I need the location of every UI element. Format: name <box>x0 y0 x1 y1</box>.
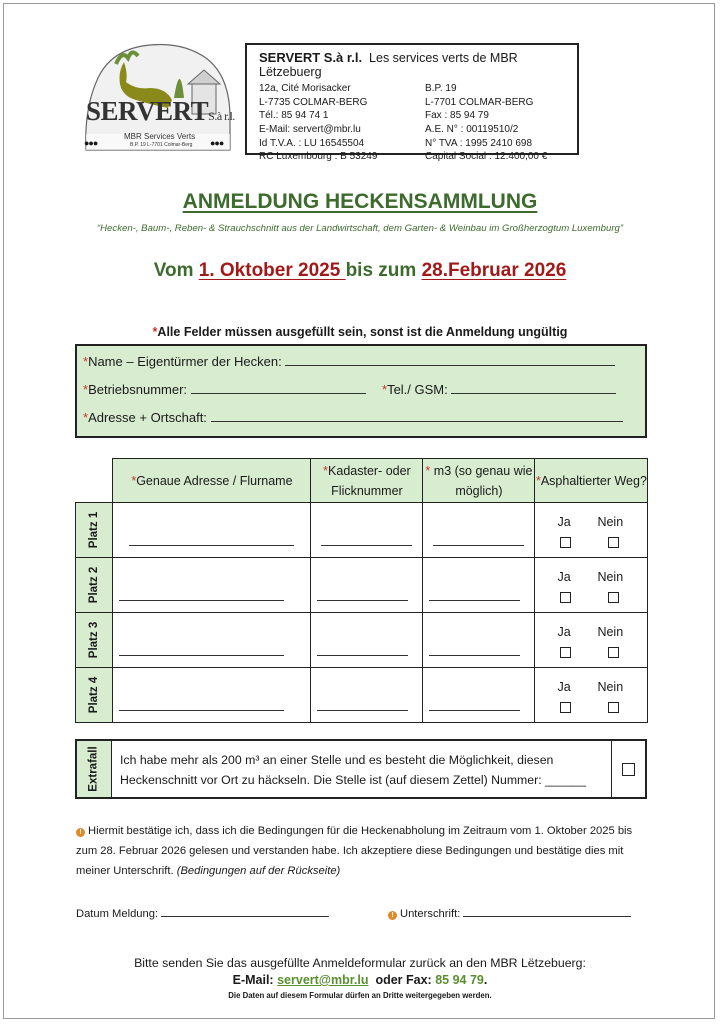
col-header-asphalt: *Asphaltierter Weg? <box>535 459 648 503</box>
footer-contact: E-Mail: servert@mbr.lu oder Fax: 85 94 79. <box>232 973 488 987</box>
kadaster-cell[interactable] <box>311 503 423 558</box>
extra-case-box <box>75 739 647 799</box>
ja-checkbox[interactable] <box>560 647 571 658</box>
nein-checkbox[interactable] <box>608 702 619 713</box>
plot-label: Platz 1 <box>88 511 101 549</box>
address-cell[interactable] <box>113 558 311 613</box>
company-left-column: 12a, Cité Morisacker L-7735 COLMAR-BERG Tél.: 85 94 74 1 E-Mail: servert@mbr.lu Id T.V.A. : LU 16545504 RC Luxembourg : B 53249 <box>259 83 378 163</box>
table-row: Platz 2 Ja Nein <box>76 558 648 613</box>
form-subtitle: “Hecken-, Baum-, Reben- & Strauchschnitt aus der Landwirtschaft, dem Garten- & Weinbau im Großherzogtum Luxemburg” <box>96 223 624 234</box>
plot-label: Platz 3 <box>88 621 101 659</box>
col-header-volume: * m3 (so genau wie möglich) <box>423 459 535 503</box>
nein-checkbox[interactable] <box>608 647 619 658</box>
logo-tagline: MBR Services Verts <box>124 132 196 141</box>
signature-field[interactable]: ! Unterschrift: <box>388 908 631 920</box>
company-info-box <box>245 43 579 163</box>
company-heading: SERVERT S.à r.l. Les services verts de MBR Lëtzebuerg <box>259 50 518 79</box>
kadaster-cell[interactable] <box>311 613 423 668</box>
volume-cell[interactable] <box>423 503 535 558</box>
ja-checkbox[interactable] <box>560 702 571 713</box>
address-cell[interactable] <box>113 503 311 558</box>
owner-info-box <box>75 344 647 438</box>
col-header-kadaster: *Kadaster- oder Flicknummer <box>311 459 423 503</box>
logo-dots-right: ●●● <box>210 138 224 148</box>
kadaster-cell[interactable] <box>311 558 423 613</box>
extra-case-checkbox[interactable] <box>622 763 635 776</box>
nein-checkbox[interactable] <box>608 537 619 548</box>
volume-cell[interactable] <box>423 613 535 668</box>
required-notice: *Alle Felder müssen ausgefüllt sein, sonst ist die Anmeldung ungültig <box>152 325 568 339</box>
plot-label: Platz 4 <box>88 676 101 714</box>
address-cell[interactable] <box>113 668 311 723</box>
betrieb-number-field[interactable]: *Betriebsnummer: <box>83 382 366 397</box>
table-row: Platz 4 Ja Nein <box>76 668 648 723</box>
table-row: Platz 3 Ja Nein <box>76 613 648 668</box>
fax-number: 85 94 79 <box>435 973 484 987</box>
kadaster-cell[interactable] <box>311 668 423 723</box>
plot-label: Platz 2 <box>88 566 101 604</box>
address-field[interactable]: *Adresse + Ortschaft: <box>83 410 623 425</box>
phone-field[interactable]: *Tel./ GSM: <box>382 382 616 397</box>
logo-wordmark: SERVERTS.à r.l. <box>86 96 235 126</box>
footer-instruction: Bitte senden Sie das ausgefüllte Anmeldeformular zurück an den MBR Lëtzebuerg: <box>134 956 586 970</box>
plots-table <box>75 458 648 723</box>
confirmation-text: ! Hiermit bestätige ich, dass ich die Bedingungen für die Heckenabholung im Zeitraum vom 1. Oktober 2025 bis zum 28. Februar 2026 gelesen und verstanden habe. Ich akzeptiere diese Bedingungen und bestätige dies mit meiner Unterschrift. (Bedingungen auf der Rückseite) <box>76 825 633 877</box>
email-link[interactable]: servert@mbr.lu <box>277 973 369 987</box>
privacy-note: Die Daten auf diesem Formular dürfen an Dritte weitergegeben werden. <box>228 991 492 1000</box>
nein-checkbox[interactable] <box>608 592 619 603</box>
col-header-address: *Genaue Adresse / Flurname <box>113 459 311 503</box>
logo-address: B.P. 19 L-7701 Colmar-Berg <box>130 142 193 148</box>
extra-case-label: Extrafall <box>88 746 101 792</box>
owner-name-field[interactable]: *Name – Eigentürmer der Hecken: <box>83 354 615 369</box>
date-field[interactable]: Datum Meldung: <box>76 908 329 920</box>
form-page <box>3 3 715 1019</box>
logo-dots-left: ●●● <box>84 138 98 148</box>
company-right-column: B.P. 19 L-7701 COLMAR-BERG Fax : 85 94 79 A.E. N° : 00119510/2 N° TVA : 1995 2410 698 Capital Social : 12.400,00 € <box>425 83 548 163</box>
extra-case-text: Ich habe mehr als 200 m³ an einer Stelle und es besteht die Möglichkeit, diesen Heckenschnitt vor Ort zu häckseln. Die Stelle ist (auf diesem Zettel) Nummer: ______ <box>112 741 612 797</box>
address-cell[interactable] <box>113 613 311 668</box>
ja-checkbox[interactable] <box>560 592 571 603</box>
servert-logo <box>80 38 236 156</box>
info-icon: ! <box>76 828 85 837</box>
ja-checkbox[interactable] <box>560 537 571 548</box>
form-title: ANMELDUNG HECKENSAMMLUNG <box>182 190 538 213</box>
volume-cell[interactable] <box>423 668 535 723</box>
table-row: Platz 1 Ja Nein <box>76 503 648 558</box>
info-icon: ! <box>388 911 397 920</box>
volume-cell[interactable] <box>423 558 535 613</box>
collection-period: Vom 1. Oktober 2025 bis zum 28.Februar 2026 <box>153 260 567 281</box>
